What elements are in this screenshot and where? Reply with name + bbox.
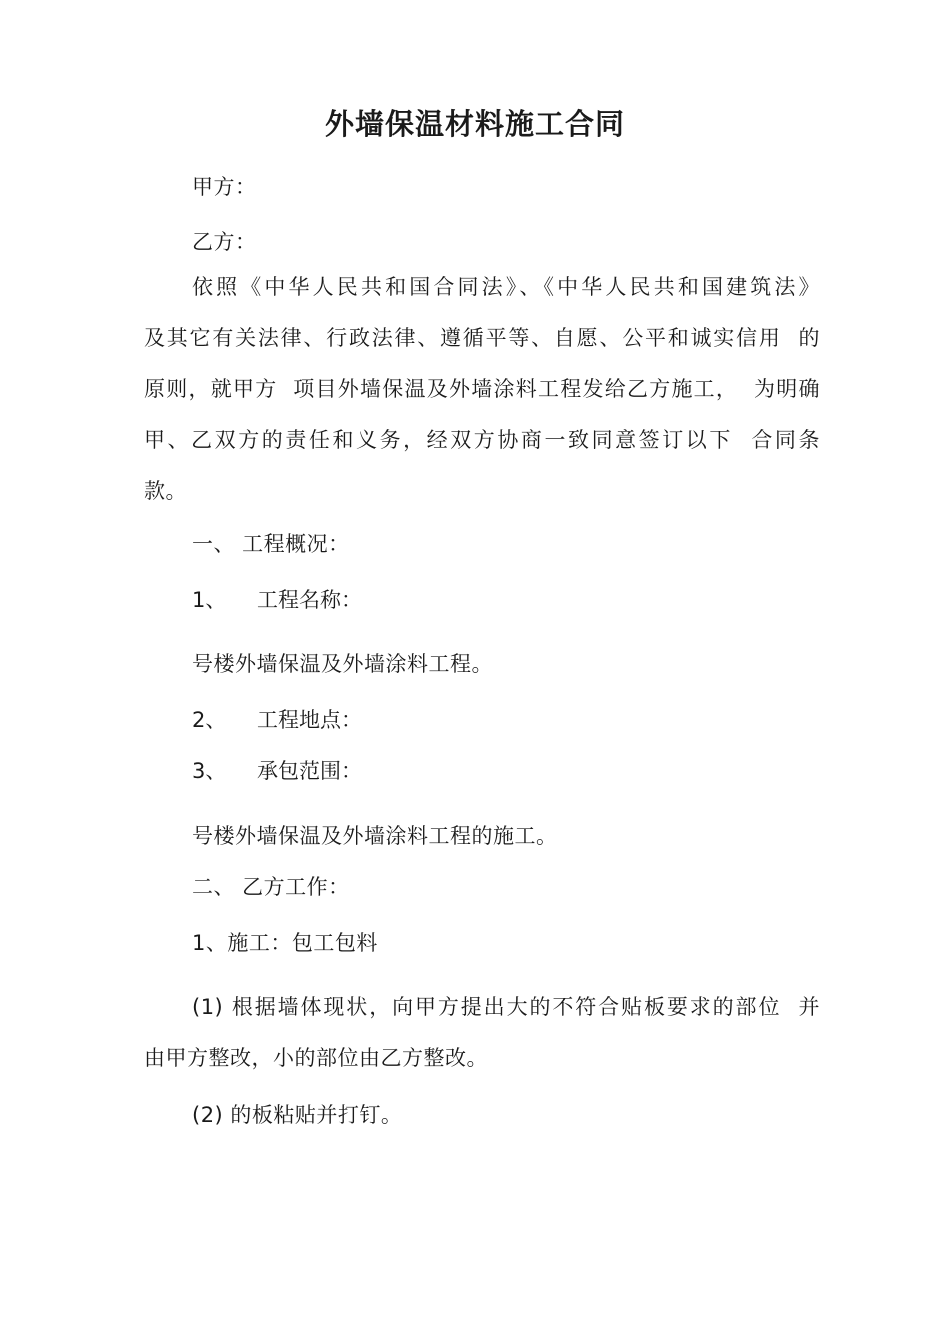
intro-line-2: 及其它有关法律、行政法律、遵循平等、自愿、公平和诚实信用 的	[144, 326, 820, 350]
item-1-value: 号楼外墙保温及外墙涂料工程。	[192, 652, 493, 676]
section-2-heading: 二、 乙方工作：	[192, 875, 350, 899]
item-2-number: 2、	[192, 708, 227, 732]
section-2-para-1-line-1: (1) 根据墙体现状，向甲方提出大的不符合贴板要求的部位 并	[192, 995, 820, 1019]
item-3-label: 承包范围：	[257, 759, 362, 783]
item-1-number: 1、	[192, 588, 227, 612]
item-3-value: 号楼外墙保温及外墙涂料工程的施工。	[192, 824, 558, 848]
item-3-number: 3、	[192, 759, 227, 783]
section-2-para-2: (2) 的板粘贴并打钉。	[192, 1103, 403, 1127]
party-b-label: 乙方：	[192, 230, 257, 254]
item-1-label: 工程名称：	[257, 588, 362, 612]
intro-line-5: 款。	[144, 479, 187, 503]
item-2-label: 工程地点：	[257, 708, 362, 732]
intro-line-1: 依照《中华人民共和国合同法》、《中华人民共和国建筑法》	[192, 275, 820, 299]
party-a-label: 甲方：	[192, 175, 257, 199]
intro-line-4: 甲、乙双方的责任和义务，经双方协商一致同意签订以下 合同条	[144, 428, 820, 452]
section-2-para-1-line-2: 由甲方整改，小的部位由乙方整改。	[144, 1046, 488, 1070]
contract-title: 外墙保温材料施工合同	[324, 107, 625, 141]
intro-line-3: 原则，就甲方 项目外墙保温及外墙涂料工程发给乙方施工， 为明确	[144, 377, 820, 401]
section-1-heading: 一、 工程概况：	[192, 532, 350, 556]
section-2-item-1: 1、施工：包工包料	[192, 931, 378, 955]
